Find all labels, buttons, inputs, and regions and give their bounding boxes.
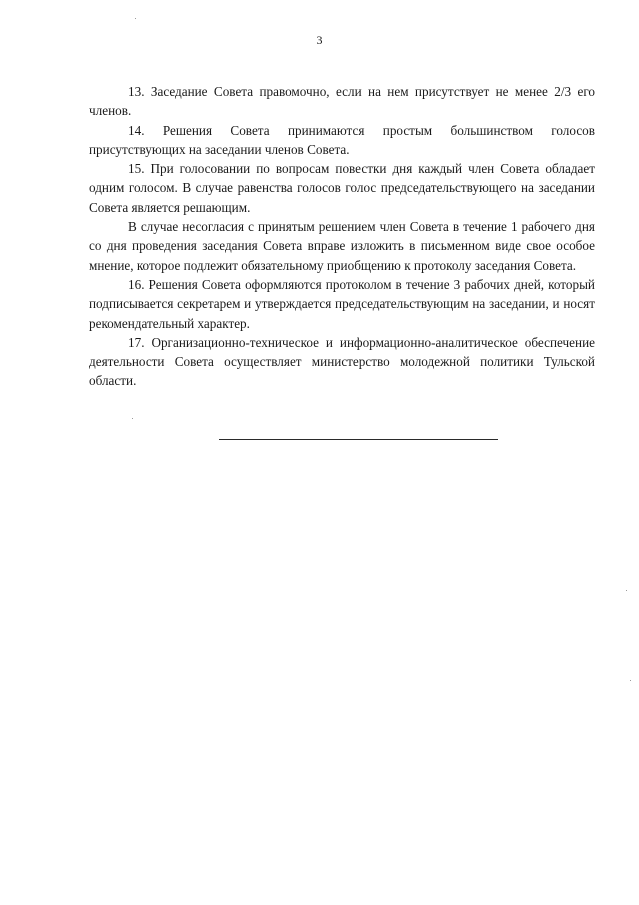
paragraph-14: 14. Решения Совета принимаются простым большинством голосов присутствующих на заседании членов Совета. (89, 122, 595, 157)
scan-speck (132, 418, 133, 419)
scan-speck (626, 590, 627, 591)
scan-speck (135, 18, 136, 19)
paragraph-17: 17. Организационно-техническое и информационно-аналитическое обеспечение деятельности Совета осуществляет министерство молодежной политики Тульской области. (89, 334, 595, 389)
paragraph-16: 16. Решения Совета оформляются протоколом в течение 3 рабочих дней, который подписывается секретарем и утверждается председательствующим на заседании, и носят рекомендательный характер. (89, 276, 595, 331)
paragraph-disagreement: В случае несогласия с принятым решением член Совета в течение 1 рабочего дня со дня проведения заседания Совета вправе изложить в письменном виде свое особое мнение, которое подлежит обязательному приобщению к протоколу заседания Совета. (89, 219, 595, 273)
scan-speck (630, 680, 631, 681)
page-number: 3 (316, 33, 323, 47)
paragraph-13: 13. Заседание Совета правомочно, если на нем присутствует не менее 2/3 его членов. (89, 84, 595, 119)
document-body (89, 82, 595, 391)
end-of-document-line (219, 439, 498, 440)
paragraph-15: 15. При голосовании по вопросам повестки дня каждый член Совета обладает одним голосом. В случае равенства голосов голос председательствующего на заседании Совета является решающим. (89, 161, 595, 215)
